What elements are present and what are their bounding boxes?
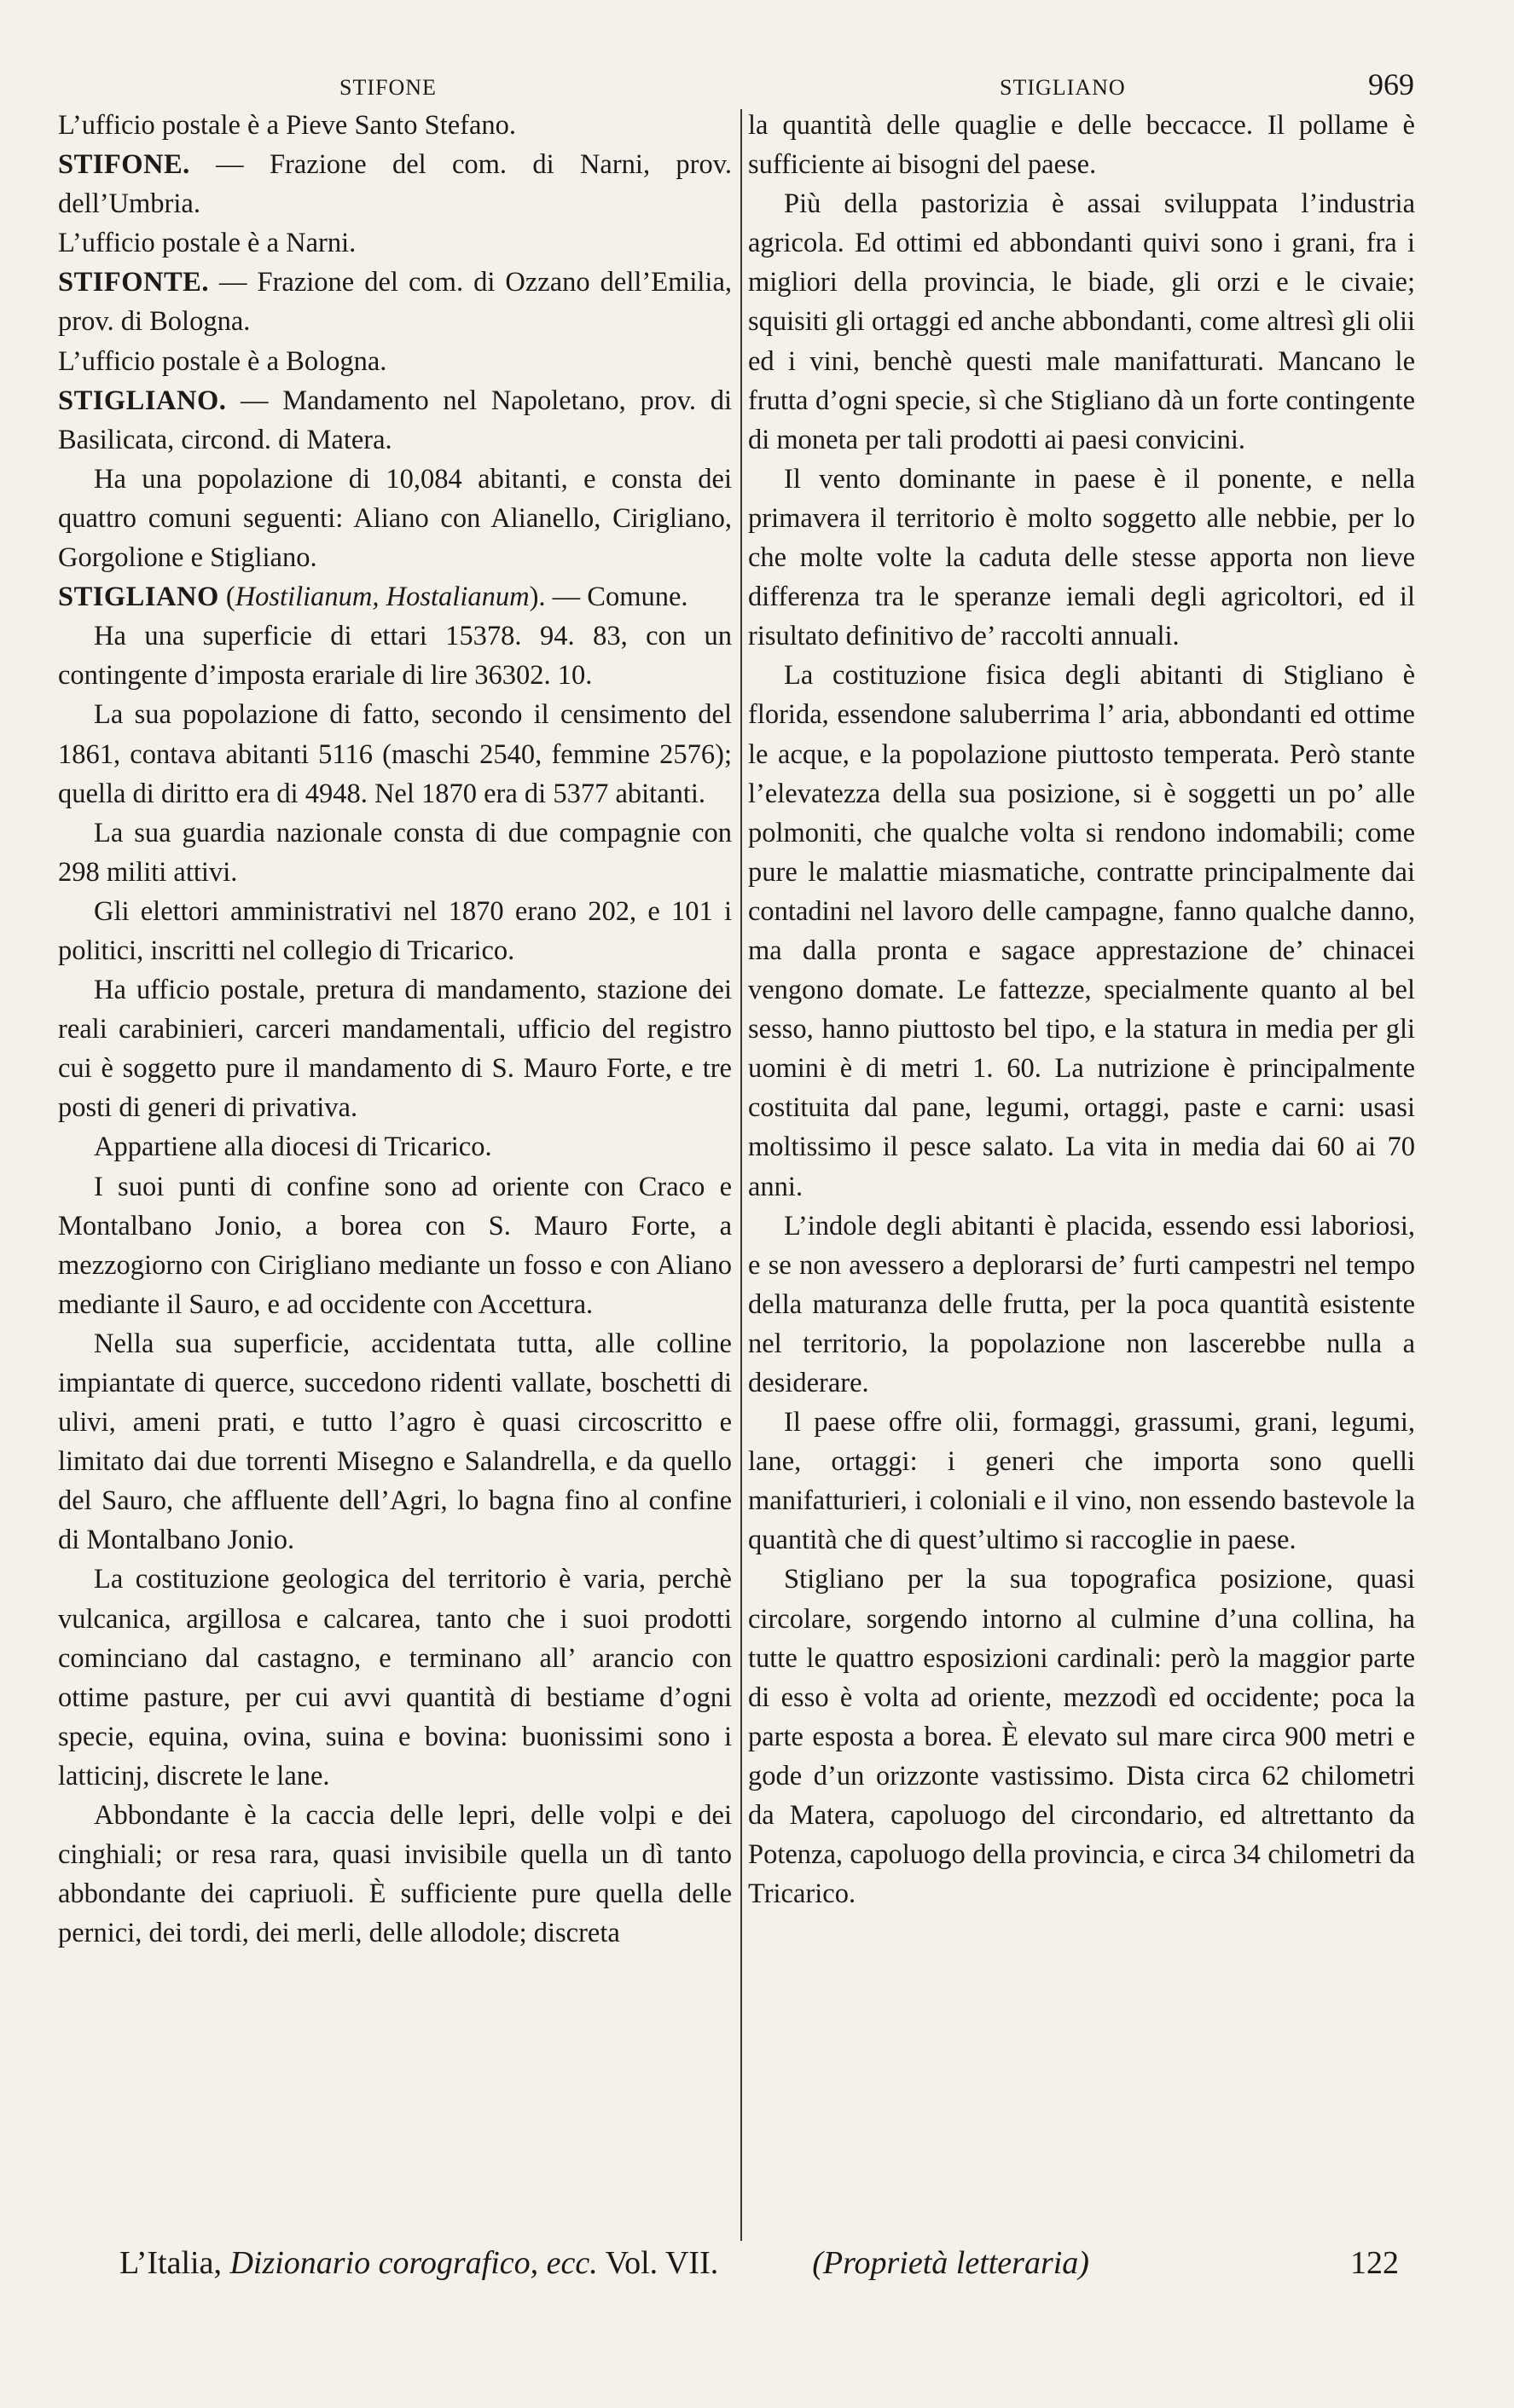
paragraph (58, 892, 732, 970)
paragraph (748, 1207, 1415, 1403)
paragraph (58, 1167, 732, 1324)
paragraph-text: La costituzione geologica del territorio è varia, perchè vulcanica, argillosa e calcarea, tanto che i suoi prodotti cominciano dal castagno, e terminano all’ arancio con ottime pasture, per cui avvi quantità di bestiame d’ogni specie, equina, ovina, suina e bovina: buonissimi sono i latticinj, discrete le lane. (58, 1564, 732, 1792)
footer-rights: (Proprietà letteraria) (812, 2245, 1089, 2281)
italic-text: Hostilianum, Hostalianum (235, 582, 530, 613)
column-divider (740, 109, 742, 2241)
entry-headword: STIFONE. (58, 149, 190, 181)
paragraph (58, 381, 732, 460)
running-head-left: STIFONE (339, 75, 437, 100)
running-head-center: STIGLIANO (1000, 75, 1126, 100)
paragraph-text: Ha ufficio postale, pretura di mandamento, stazione dei reali carabinieri, carceri mandamentali, ufficio del registro cui è soggetto pure il mandamento di S. Mauro Forte, e tre posti di generi di privativa. (58, 975, 732, 1124)
paragraph-text: la quantità delle quaglie e delle beccacce. Il pollame è sufficiente ai bisogni del paese. (748, 110, 1415, 181)
paragraph-text: La sua guardia nazionale consta di due compagnie con 298 militi attivi. (58, 817, 732, 888)
paragraph-text: Nella sua superficie, accidentata tutta, alle colline impiantate di querce, succedono ridenti vallate, boschetti di ulivi, ameni prati, e tutto l’agro è quasi circoscritto e limitato dai due torrenti Misegno e Salandrella, e da quello del Sauro, che affluente dell’Agri, lo bagna fino al confine di Montalbano Jonio. (58, 1328, 732, 1556)
page-number: 969 (1368, 67, 1414, 101)
paragraph-text: Ha una popolazione di 10,084 abitanti, e consta dei quattro comuni seguenti: Aliano con Alianello, Cirigliano, Gorgolione e Stigliano. (58, 463, 732, 574)
paragraph-text: La sua popolazione di fatto, secondo il censimento del 1861, contava abitanti 5116 (maschi 2540, femmine 2576); quella di diritto era di 4948. Nel 1870 era di 5377 abitanti. (58, 699, 732, 809)
footer-work-title: Dizionario corografico, ecc. (229, 2245, 598, 2281)
paragraph (748, 1560, 1415, 1913)
paragraph (58, 1127, 732, 1166)
paragraph (58, 106, 732, 145)
paragraph-text: Gli elettori amministrativi nel 1870 erano 202, e 101 i politici, inscritti nel collegio di Tricarico. (58, 895, 732, 966)
paragraph (748, 656, 1415, 1206)
footer-volume: Vol. VII. (605, 2245, 719, 2281)
page-footer (119, 2244, 1433, 2282)
paragraph (748, 1403, 1415, 1560)
footer-work-prefix: L’Italia, (119, 2245, 222, 2281)
paragraph-text: — Frazione del com. di Narni, prov. dell’Umbria. (58, 149, 732, 220)
paragraph (748, 106, 1415, 184)
paragraph (58, 1796, 732, 1953)
paragraph-text: L’ufficio postale è a Narni. (58, 228, 357, 259)
paragraph-text: Il vento dominante in paese è il ponente, e nella primavera il territorio è molto soggetto alle nebbie, per lo che molte volte la caduta delle stesse apporta non lieve differenza tra le speranze iemali degli agricoltori, ed il risultato definitivo de’ raccolti annuali. (748, 463, 1415, 652)
paragraph (58, 695, 732, 813)
paragraph-text: Stigliano per la sua topografica posizione, quasi circolare, sorgendo intorno al culmine d’una collina, ha tutte le quattro esposizioni cardinali: però la maggior parte di esso è volta ad oriente, mezzodì ed occidente; poca la parte esposta a borea. È elevato sul mare circa 900 metri e gode d’un orizzonte vastissimo. Dista circa 62 chilometri da Matera, capoluogo del circondario, ed altrettanto da Potenza, capoluogo della provincia, e circa 34 chilometri da Tricarico. (748, 1564, 1415, 1910)
footer-signature: 122 (1350, 2245, 1399, 2281)
paragraph-text: Più della pastorizia è assai sviluppata l’industria agricola. Ed ottimi ed abbondanti quivi sono i grani, fra i migliori della provincia, le biade, gli orzi e le civaie; squisiti gli ortaggi ed anche abbondanti, come altresì gli olii ed i vini, benchè questi male manifatturati. Mancano le frutta d’ogni specie, sì che Stigliano dà un forte contingente di moneta per tali prodotti ai paesi convicini. (748, 188, 1415, 455)
paragraph (58, 1560, 732, 1796)
paragraph (58, 145, 732, 223)
paragraph (748, 184, 1415, 460)
paragraph-text: L’ufficio postale è a Bologna. (58, 345, 387, 377)
entry-headword: STIGLIANO. (58, 385, 227, 416)
paragraph (58, 223, 732, 263)
paragraph (58, 577, 732, 616)
paragraph-text: Abbondante è la caccia delle lepri, delle volpi e dei cinghiali; or resa rara, quasi invisibile quella un dì tanto abbondante dei capriuoli. È sufficiente pure quella delle pernici, dei tordi, dei merli, delle allodole; discreta (58, 1800, 732, 1949)
paragraph (58, 342, 732, 381)
paragraph (748, 460, 1415, 656)
entry-headword: STIGLIANO (58, 582, 219, 613)
paragraph-text: — Frazione del com. di Ozzano dell’Emilia, prov. di Bologna. (58, 267, 732, 338)
paragraph-text: Ha una superficie di ettari 15378. 94. 83, con un contingente d’imposta erariale di lire 36302. 10. (58, 621, 732, 692)
paragraph (58, 813, 732, 892)
right-column (748, 106, 1415, 1913)
paragraph-text: ). — Comune. (529, 582, 688, 613)
paragraph-text: I suoi punti di confine sono ad oriente con Craco e Montalbano Jonio, a borea con S. Mauro Forte, a mezzogiorno con Cirigliano mediante un fosso e con Aliano mediante il Sauro, e ad occidente con Accettura. (58, 1171, 732, 1320)
paragraph-text: Appartiene alla diocesi di Tricarico. (94, 1132, 492, 1163)
paragraph-text: L’ufficio postale è a Pieve Santo Stefano. (58, 110, 517, 141)
entry-headword: STIFONTE. (58, 267, 209, 298)
paragraph-text: La costituzione fisica degli abitanti di Stigliano è florida, essendone saluberrima l’ aria, abbondanti ed ottime le acque, e la popolazione piuttosto temperata. Però stante l’elevatezza della sua posizione, si è soggetti un po’ alle polmoniti, che qualche volta si rendono indomabili; come pure le malattie miasmatiche, contratte principalmente dai contadini nel lavoro delle campagne, fanno qualche danno, ma dalla pronta e sagace apprestazione de’ chinacei vengono domate. Le fattezze, specialmente quanto al bel sesso, hanno piuttosto bel tipo, e la statura in media per gli uomini è di metri 1. 60. La nutrizione è principalmente costituita dal pane, legumi, ortaggi, paste e carni: usasi moltissimo il pesce salato. La vita in media dai 60 ai 70 anni. (748, 660, 1415, 1202)
paragraph-text: — Mandamento nel Napoletano, prov. di Basilicata, circond. di Matera. (58, 385, 732, 455)
left-column (58, 106, 732, 1953)
paragraph-text: ( (218, 582, 235, 613)
paragraph-text: L’indole degli abitanti è placida, essendo essi laboriosi, e se non avessero a deplorarsi de’ furti campestri nel tempo della maturanza delle frutta, per la poca quantità esistente nel territorio, la popolazione non lascerebbe nulla a desiderare. (748, 1210, 1415, 1398)
paragraph (58, 460, 732, 577)
paragraph-text: Il paese offre olii, formaggi, grassumi, grani, legumi, lane, ortaggi: i generi che importa sono quelli manifatturieri, i coloniali e il vino, non essendo bastevole la quantità che di quest’ultimo si raccoglie in paese. (748, 1407, 1415, 1556)
paragraph (58, 1324, 732, 1560)
paragraph (58, 616, 732, 695)
paragraph (58, 263, 732, 341)
paragraph (58, 970, 732, 1127)
footer-work-reference (119, 2244, 718, 2282)
